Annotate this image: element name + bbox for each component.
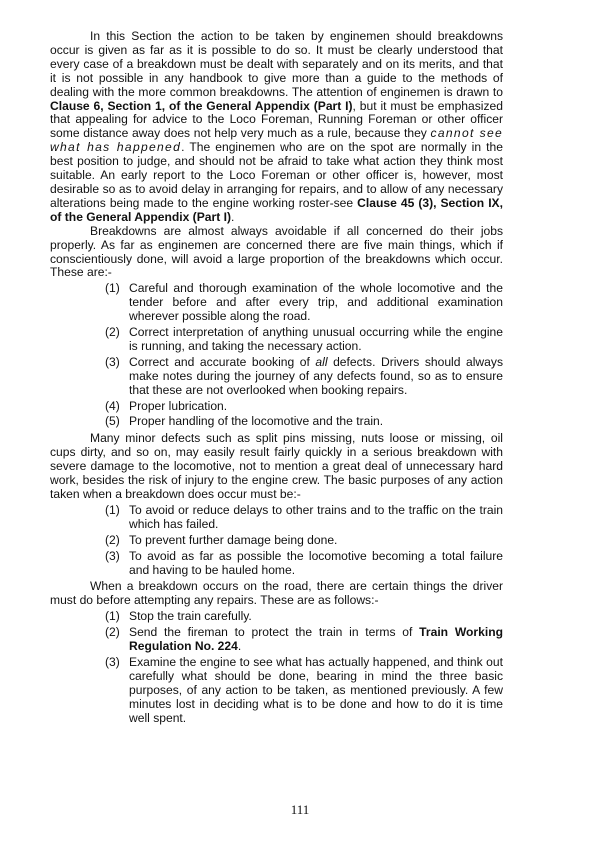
list-number: (2) xyxy=(105,532,120,547)
paragraph-minor-defects: Many minor defects such as split pins missing, nuts loose or missing, oil cups dirty, and so on, may easily result fairly quickly in a serious breakdown with severe damage to the locomotive, not to mention a great deal of unnecessary hard work, besides the risk of injury to the engine crew. The basic purposes of any action taken when a breakdown does occur must be:- xyxy=(50,431,503,501)
list-item xyxy=(50,400,503,414)
document-page xyxy=(50,30,503,729)
page-number: 111 xyxy=(290,802,310,817)
five-main-things-list xyxy=(50,282,503,429)
intro-text-4: . xyxy=(230,209,235,224)
list-item xyxy=(50,282,503,324)
list-text: Proper lubrication. xyxy=(129,398,228,413)
intro-text-3: . The enginemen who are on the spot are normally in the best position to judge, and should not be afraid to take what action they think most suitable. An early report to the Loco Foreman or other officer is, however, most desirable so as to avoid delay in arranging for repairs, and to allow of any necessary alterations being made to the engine working roster-see xyxy=(50,140,503,210)
paragraph-when-breakdown-occurs: When a breakdown occurs on the road, there are certain things the driver must do before attempting any repairs. These are as follows:- xyxy=(50,579,503,608)
list-item xyxy=(50,534,503,548)
list-text-post: defects. Drivers should always make notes during the journey of any defects found, so as to ensure that these are not overlooked when booking repairs. xyxy=(129,354,503,397)
list-text-post: . xyxy=(237,639,242,654)
list-number: (4) xyxy=(105,398,120,413)
list-text: Stop the train carefully. xyxy=(129,609,252,624)
driver-steps-list xyxy=(50,610,503,725)
list-text: Correct interpretation of anything unusual occurring while the engine is running, and taking the necessary action. xyxy=(129,325,503,353)
list-text: To avoid or reduce delays to other trains and to the traffic on the train which has failed. xyxy=(129,502,503,531)
list-item xyxy=(50,656,503,726)
reference-regulation-224: Train Working Regulation No. 224 xyxy=(129,625,503,654)
list-number: (1) xyxy=(105,609,120,624)
list-text: Careful and thorough examination of the whole locomotive and the tender before and after every trip, and additional examination wherever possible along the road. xyxy=(129,281,503,324)
list-number: (2) xyxy=(105,625,120,640)
list-item xyxy=(50,550,503,578)
list-number: (3) xyxy=(105,354,120,369)
list-number: (5) xyxy=(105,414,120,429)
list-text xyxy=(129,626,503,654)
list-number: (3) xyxy=(105,654,120,669)
intro-text-1: In this Section the action to be taken by enginemen should breakdowns occur is given as far as it is possible to do so. It must be clearly understood that every case of a breakdown must be dealt with separately and on its merits, and that it is not possible in any handbook to give more than a guide to the methods of dealing with the more common breakdowns. The attention of enginemen is drawn to xyxy=(50,29,503,99)
basic-purposes-list xyxy=(50,504,503,578)
list-text xyxy=(129,356,503,398)
list-item xyxy=(50,415,503,429)
paragraph-breakdowns-avoidable: Breakdowns are almost always avoidable if all concerned do their jobs properly. As far as enginemen are concerned there are five main things, which if conscientiously done, will avoid a large proportion of the breakdowns which occur. These are:- xyxy=(50,223,503,280)
list-item xyxy=(50,610,503,624)
emphasis-cannot-see: cannot see what has happened xyxy=(50,126,503,155)
list-item xyxy=(50,626,503,654)
emphasis-all: all xyxy=(315,354,328,369)
intro-text-2: , but it must be emphasized that appealing for advice to the Loco Foreman, Running Foreman or other officer some distance away does not help very much as a rule, because they xyxy=(50,98,503,141)
list-text: To prevent further damage being done. xyxy=(129,532,338,547)
list-item xyxy=(50,326,503,354)
list-item xyxy=(50,356,503,398)
reference-clause-6: Clause 6, Section 1, of the General Appendix (Part I) xyxy=(50,98,353,113)
list-number: (1) xyxy=(105,502,120,517)
list-text: To avoid as far as possible the locomotive becoming a total failure and having to be hauled home. xyxy=(129,548,503,577)
list-text: Proper handling of the locomotive and the train. xyxy=(129,414,384,429)
list-text-pre: Correct and accurate booking of xyxy=(129,354,316,369)
list-number: (3) xyxy=(105,548,120,563)
paragraph-intro xyxy=(50,30,503,225)
reference-clause-45: Clause 45 (3), Section IX, of the General Appendix (Part I) xyxy=(50,195,503,224)
list-number: (1) xyxy=(105,281,120,296)
list-text-pre: Send the fireman to protect the train in terms of xyxy=(129,625,420,640)
list-number: (2) xyxy=(105,325,120,340)
list-item xyxy=(50,504,503,532)
list-text: Examine the engine to see what has actually happened, and think out carefully what should be done, bearing in mind the three basic purposes, of any action to be taken, as mentioned previously. A few minutes lost in deciding what is to be done and how to do it is time well spent. xyxy=(129,654,503,725)
